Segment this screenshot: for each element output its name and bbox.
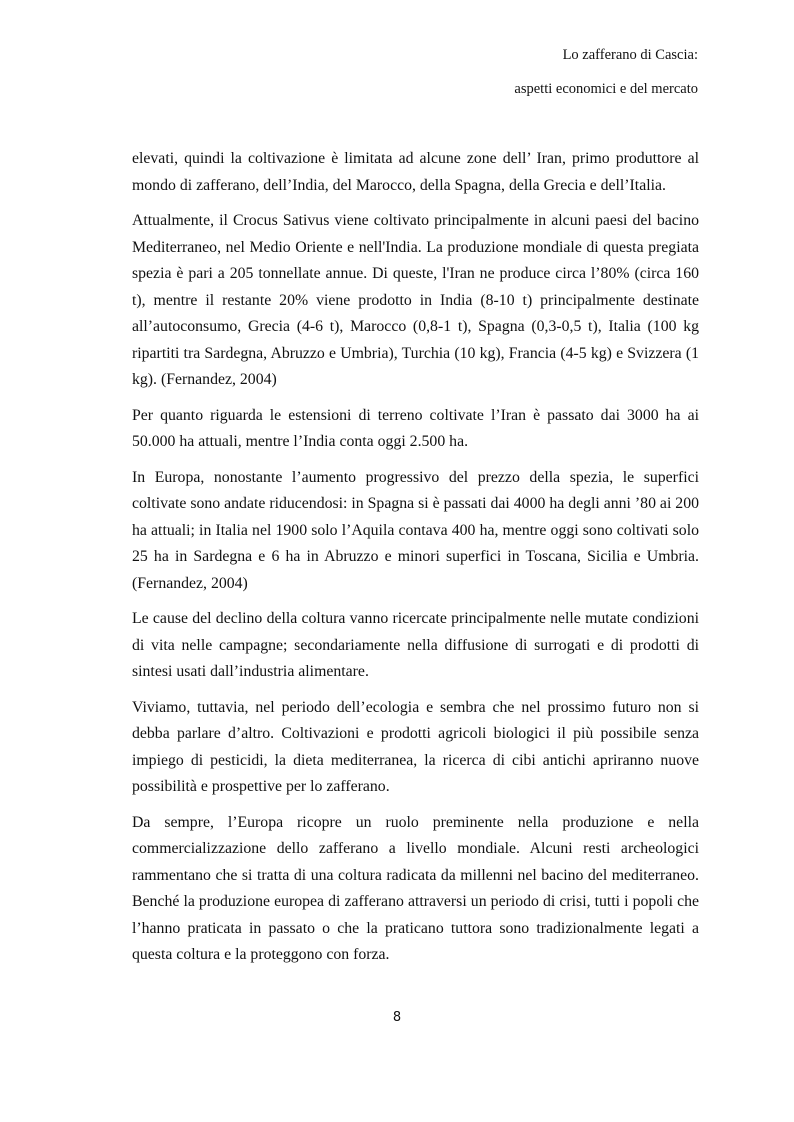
running-header-title: Lo zafferano di Cascia: xyxy=(562,47,698,63)
running-header-subtitle: aspetti economici e del mercato xyxy=(514,81,698,97)
paragraph: Le cause del declino della coltura vanno ricercate principalmente nelle mutate condizioni di vita nelle campagne; secondariamente nella diffusione di surrogati e di prodotti di sintesi usati dall’industria alimentare. xyxy=(132,610,699,680)
paragraph: Attualmente, il Crocus Sativus viene coltivato principalmente in alcuni paesi del bacino Mediterraneo, nel Medio Oriente e nell'India. La produzione mondiale di questa pregiata spezia è pari a 205 tonnellate annue. Di queste, l'Iran ne produce circa l’80% (circa 160 t), mentre il restante 20% viene prodotto in India (8-10 t) principalmente destinate all’autoconsumo, Grecia (4-6 t), Marocco (0,8-1 t), Spagna (0,3-0,5 t), Italia (100 kg ripartiti tra Sardegna, Abruzzo e Umbria), Turchia (10 kg), Francia (4-5 kg) e Svizzera (1 kg). (Fernandez, 2004) xyxy=(132,212,699,388)
body-text xyxy=(132,146,699,978)
paragraph: elevati, quindi la coltivazione è limitata ad alcune zone dell’ Iran, primo produttore al mondo di zafferano, dell’India, del Marocco, della Spagna, della Grecia e dell’Italia. xyxy=(132,150,699,194)
paragraph: Per quanto riguarda le estensioni di terreno coltivate l’Iran è passato dai 3000 ha ai 50.000 ha attuali, mentre l’India conta oggi 2.500 ha. xyxy=(132,406,699,450)
page-number: 8 xyxy=(392,1010,402,1025)
paragraph: Viviamo, tuttavia, nel periodo dell’ecologia e sembra che nel prossimo futuro non si debba parlare d’altro. Coltivazioni e prodotti agricoli biologici il più possibile senza impiego di pesticidi, la dieta mediterranea, la ricerca di cibi antichi apriranno nuove possibilità e prospettive per lo zafferano. xyxy=(132,698,699,795)
paragraph: In Europa, nonostante l’aumento progressivo del prezzo della spezia, le superfici coltivate sono andate riducendosi: in Spagna si è passati dai 4000 ha degli anni ’80 ai 200 ha attuali; in Italia nel 1900 solo l’Aquila contava 400 ha, mentre oggi sono coltivati solo 25 ha in Sardegna e 6 ha in Abruzzo e minori superfici in Toscana, Sicilia e Umbria. (Fernandez, 2004) xyxy=(132,468,699,592)
paragraph: Da sempre, l’Europa ricopre un ruolo preminente nella produzione e nella commercializzazione dello zafferano a livello mondiale. Alcuni resti archeologici rammentano che si tratta di una coltura radicata da millenni nel bacino del mediterraneo. Benché la produzione europea di zafferano attraversi un periodo di crisi, tutti i popoli che l’hanno praticata in passato o che la praticano tuttora sono tradizionalmente legati a questa coltura e la proteggono con forza. xyxy=(132,813,699,963)
